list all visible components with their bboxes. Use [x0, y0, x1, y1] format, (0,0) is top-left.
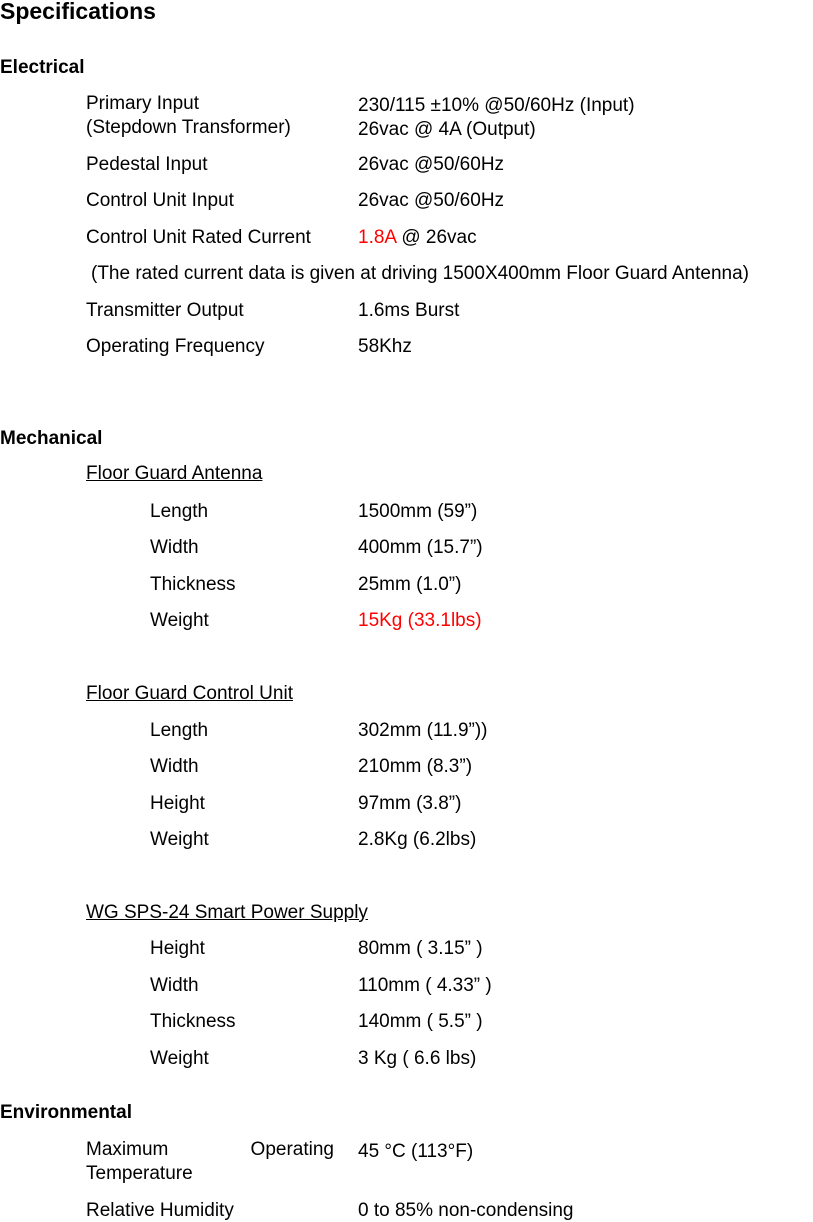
control-unit-input-value: 26vac @50/60Hz — [358, 190, 505, 211]
control-unit-length-value: 302mm (11.9”)) — [358, 720, 488, 741]
environmental-heading: Environmental — [0, 1102, 132, 1123]
antenna-length-label: Length — [150, 501, 209, 522]
primary-input-value: 230/115 ±10% @50/60Hz (Input) — [358, 95, 635, 116]
power-supply-width-value: 110mm ( 4.33” ) — [358, 975, 492, 996]
humidity-value: 0 to 85% non-condensing — [358, 1200, 574, 1221]
power-supply-weight-label: Weight — [150, 1048, 209, 1069]
transmitter-output-label: Transmitter Output — [86, 300, 244, 321]
primary-output-value: 26vac @ 4A (Output) — [358, 119, 536, 140]
max-temp-label-word1: Maximum — [86, 1139, 169, 1160]
control-unit-input-label: Control Unit Input — [86, 190, 234, 211]
operating-frequency-value: 58Khz — [358, 336, 412, 357]
antenna-heading: Floor Guard Antenna — [86, 463, 263, 484]
antenna-width-value: 400mm (15.7”) — [358, 537, 483, 558]
mechanical-heading: Mechanical — [0, 428, 103, 449]
rated-current-highlight: 1.8A — [358, 227, 397, 248]
rated-current-note: (The rated current data is given at driving 1500X400mm Floor Guard Antenna) — [91, 263, 749, 284]
max-temp-value: 45 °C (113°F) — [358, 1141, 474, 1162]
page-title: Specifications — [0, 0, 156, 24]
humidity-label: Relative Humidity — [86, 1200, 234, 1221]
control-unit-height-value: 97mm (3.8”) — [358, 793, 462, 814]
operating-frequency-label: Operating Frequency — [86, 336, 265, 357]
antenna-length-value: 1500mm (59”) — [358, 501, 478, 522]
electrical-heading: Electrical — [0, 57, 85, 78]
rated-current-rest: @ 26vac — [396, 227, 477, 248]
primary-input-label: Primary Input — [86, 93, 199, 114]
antenna-weight-value: 15Kg (33.1lbs) — [358, 610, 482, 631]
antenna-thickness-label: Thickness — [150, 574, 236, 595]
transmitter-output-value: 1.6ms Burst — [358, 300, 460, 321]
power-supply-width-label: Width — [150, 975, 199, 996]
rated-current-value — [358, 226, 477, 249]
control-unit-weight-label: Weight — [150, 829, 209, 850]
power-supply-heading: WG SPS-24 Smart Power Supply — [86, 902, 368, 923]
control-unit-weight-value: 2.8Kg (6.2lbs) — [358, 829, 477, 850]
control-unit-height-label: Height — [150, 793, 205, 814]
antenna-weight-label: Weight — [150, 610, 209, 631]
power-supply-thickness-label: Thickness — [150, 1011, 236, 1032]
power-supply-thickness-value: 140mm ( 5.5” ) — [358, 1011, 483, 1032]
control-unit-width-label: Width — [150, 756, 199, 777]
rated-current-label: Control Unit Rated Current — [86, 227, 311, 248]
pedestal-input-label: Pedestal Input — [86, 154, 208, 175]
max-temp-label-line2: Temperature — [86, 1163, 193, 1184]
max-temp-label — [86, 1138, 334, 1161]
control-unit-width-value: 210mm (8.3”) — [358, 756, 473, 777]
pedestal-input-value: 26vac @50/60Hz — [358, 154, 505, 175]
control-unit-length-label: Length — [150, 720, 209, 741]
primary-input-label-sub: (Stepdown Transformer) — [86, 117, 291, 138]
power-supply-weight-value: 3 Kg ( 6.6 lbs) — [358, 1048, 477, 1069]
control-unit-heading: Floor Guard Control Unit — [86, 683, 293, 704]
antenna-thickness-value: 25mm (1.0”) — [358, 574, 462, 595]
antenna-width-label: Width — [150, 537, 199, 558]
power-supply-height-value: 80mm ( 3.15” ) — [358, 938, 483, 959]
power-supply-height-label: Height — [150, 938, 205, 959]
max-temp-label-word2: Operating — [250, 1139, 334, 1160]
